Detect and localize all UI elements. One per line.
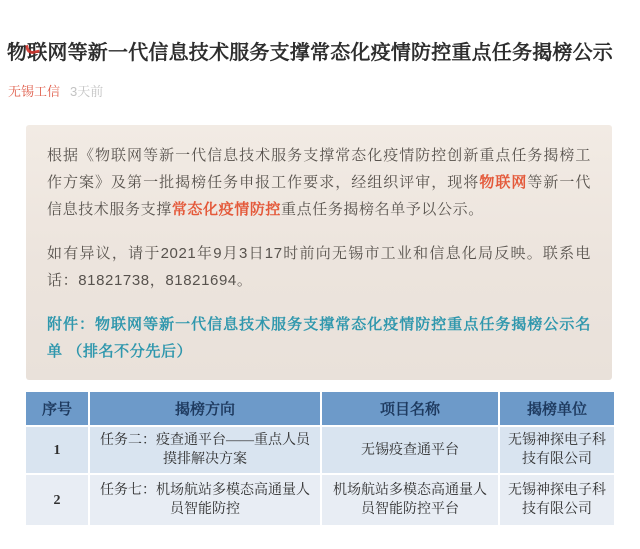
article-byline <box>8 81 633 100</box>
col-header-index: 序号 <box>26 392 88 425</box>
article-page <box>0 40 640 549</box>
table-row-1-unit: 无锡神探电子科技有限公司 <box>500 427 614 473</box>
p1-text-2: 等新一代信息技术服务支撑 <box>47 174 591 218</box>
notice-paragraph-1 <box>47 142 591 223</box>
p1-text-1: 根据《物联网等新一代信息技术服务支撑常态化疫情防控创新重点任务揭榜工作方案》及第一批揭榜任务申报工作要求，经组织评审，现将 <box>47 147 591 191</box>
col-header-direction: 揭榜方向 <box>90 392 320 425</box>
col-header-unit: 揭榜单位 <box>500 392 614 425</box>
results-table <box>26 392 614 525</box>
table-row-2-index: 2 <box>26 475 88 525</box>
table-row-1-index: 1 <box>26 427 88 473</box>
attachment-link[interactable]: 附件：物联网等新一代信息技术服务支撑常态化疫情防控重点任务揭榜公示名单 （排名不分先后） <box>47 316 591 360</box>
notice-box <box>26 125 612 380</box>
table-row-2-project: 机场航站多模态高通量人员智能防控平台 <box>322 475 498 525</box>
p1-highlight-epidemic: 常态化疫情防控 <box>171 201 282 218</box>
table-row-2-unit: 无锡神探电子科技有限公司 <box>500 475 614 525</box>
notice-paragraph-2: 如有异议，请于2021年9月3日17时前向无锡市工业和信息化局反映。联系电话：81821738，81821694。 <box>47 245 591 289</box>
table-row-1-project: 无锡疫查通平台 <box>322 427 498 473</box>
table-row-1-direction: 任务二：疫查通平台——重点人员摸排解决方案 <box>90 427 320 473</box>
publish-time: 3天前 <box>70 84 104 99</box>
p1-text-3: 重点任务揭榜名单予以公示。 <box>281 201 484 218</box>
article-title: 物联网等新一代信息技术服务支撑常态化疫情防控重点任务揭榜公示 <box>7 42 613 64</box>
source-name[interactable]: 无锡工信 <box>8 84 61 99</box>
col-header-project: 项目名称 <box>322 392 498 425</box>
p1-highlight-iot: 物联网 <box>479 174 528 191</box>
table-row-2-direction: 任务七：机场航站多模态高通量人员智能防控 <box>90 475 320 525</box>
